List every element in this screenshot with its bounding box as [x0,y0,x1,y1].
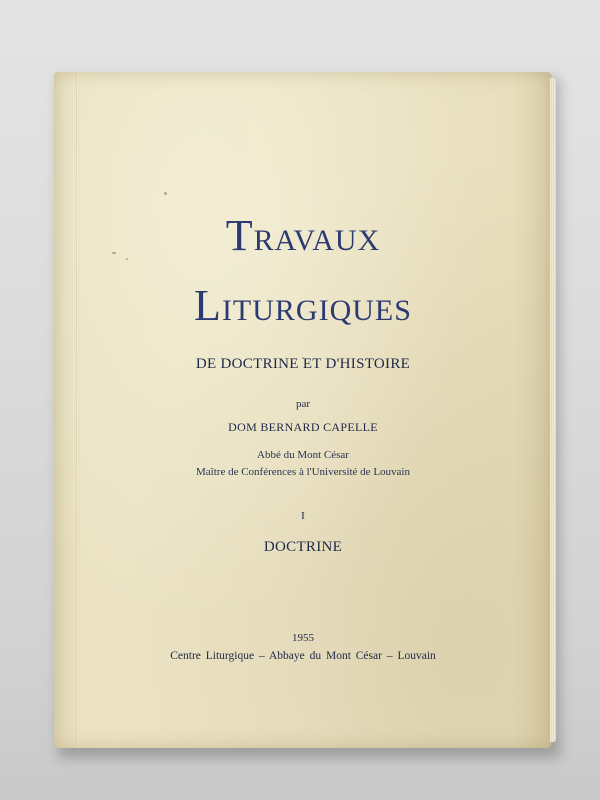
volume-number: I [301,510,305,522]
title-rest-2: ITURGIQUES [221,294,412,327]
cover-text [54,72,552,748]
title-line-1 [54,210,552,261]
volume-title: DOCTRINE [263,539,343,555]
author-role-1: Abbé du Mont César [257,449,349,461]
title-initial-2: L [194,281,222,330]
author-name: DOM BERNARD CAPELLE [228,420,378,434]
title-initial-1: T [225,211,254,260]
by-line: par [295,398,311,410]
publisher: Centre Liturgique – Abbaye du Mont César – Louvain [170,650,436,662]
book-cover [54,72,552,748]
author-role-2: Maître de Conférences à l'Université de Louvain [196,466,410,478]
title-line-2 [54,280,552,331]
subtitle: DE DOCTRINE ET D'HISTOIRE [195,356,411,372]
publication-year: 1955 [292,632,314,644]
title-rest-1: RAVAUX [253,224,381,257]
